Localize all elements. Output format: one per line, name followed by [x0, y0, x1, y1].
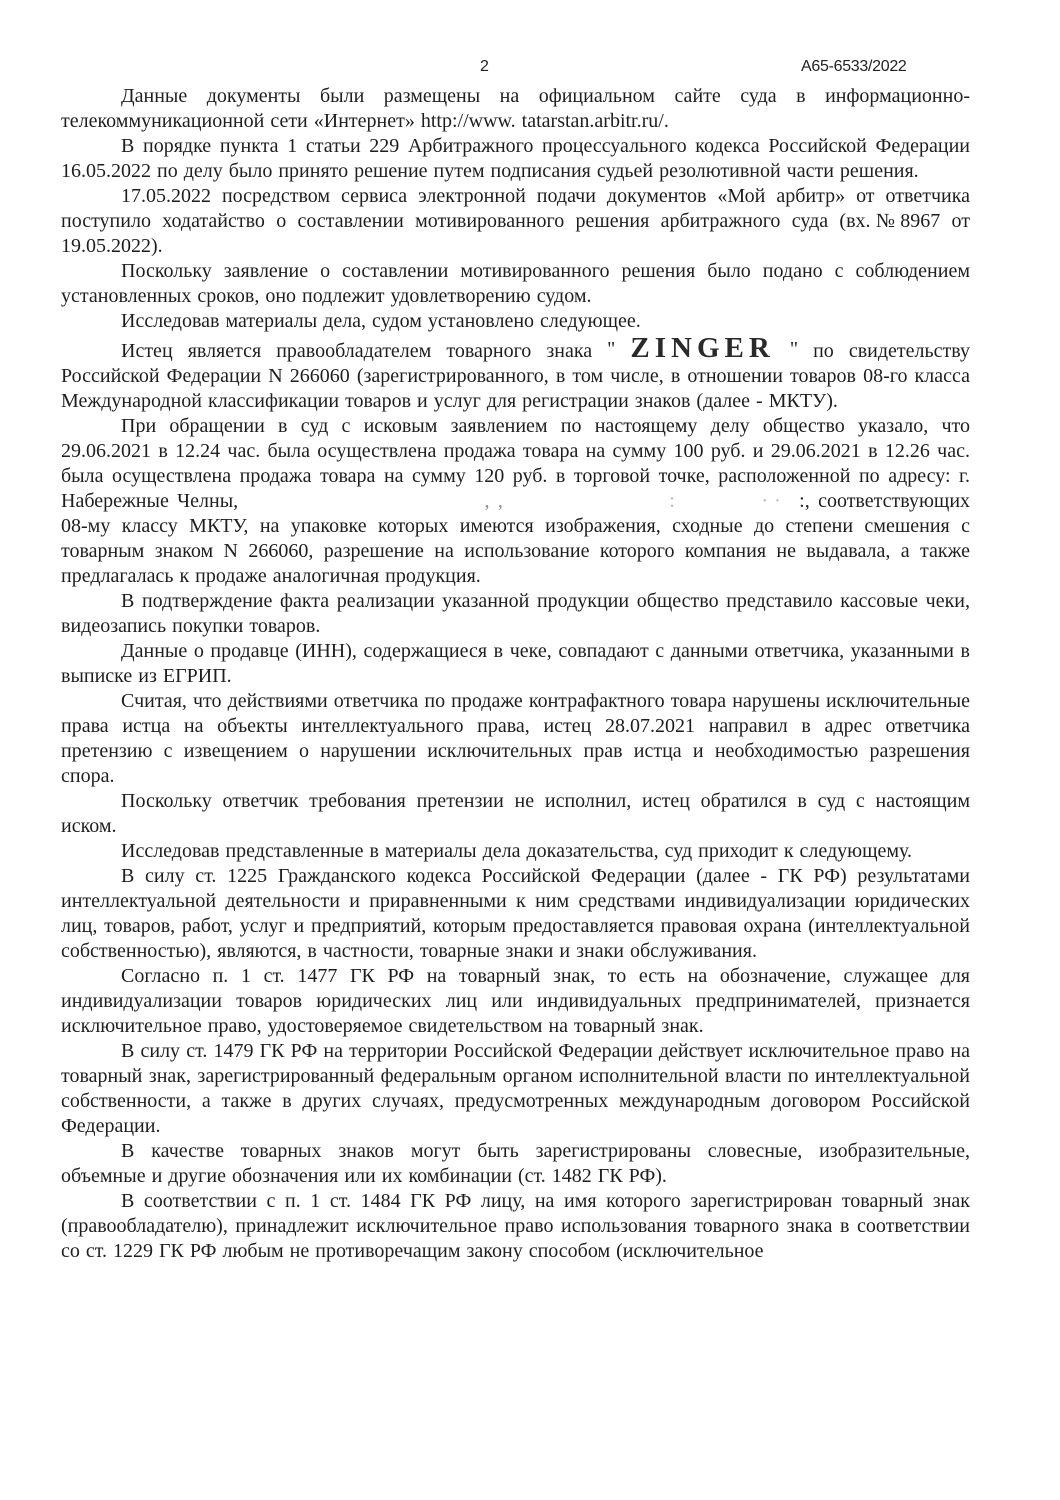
- paragraph-3: 17.05.2022 посредством сервиса электронной подачи документов «Мой арбитр» от ответчика поступило ходатайство о составлении мотивированного решения арбитражного суда (вх.№8967 от 19.05.2022).: [61, 185, 970, 257]
- claim-text-segment-1: При обращении в суд с исковым заявлением по настоящему делу общество указало, что 29.06.2021 в 12.24 час. была осуществлена продажа товара на сумму 100 руб. и 29.06.2021 в 12.26 час. была осуществлена продажа товара на сумму 120 руб. в торговой точке, расположенной по адресу: г. Набережные Челны,: [61, 415, 970, 512]
- paragraph-1: Данные документы были размещены на официальном сайте суда в информационно-телекоммуникационной сети «Интернет» http://www. tatarstan.arbitr.ru/.: [61, 85, 970, 132]
- trademark-pre-text: Истец является правообладателем товарного знака: [121, 340, 593, 362]
- paragraph-7-redacted: [61, 414, 970, 589]
- trademark-post-text: по свидетельству Российской Федерации N 266060 (зарегистрированного, в том числе, в отношении товаров 08-го класса Международной классификации товаров и услуг для регистрации знаков (далее - МКТУ).: [61, 340, 970, 412]
- trademark-close-quote: ": [789, 338, 799, 360]
- paragraph-2: В порядке пункта 1 статьи 229 Арбитражного процессуального кодекса Российской Федерации 16.05.2022 по делу было принято решение путем подписания судьей резолютивной части решения.: [61, 135, 970, 182]
- paragraph-10: Считая, что действиями ответчика по продаже контрафактного товара нарушены исключительные права истца на объекты интеллектуального права, истец 28.07.2021 направил в адрес ответчика претензию с извещением о нарушении исключительных прав истца и необходимостью разрешения спора.: [61, 690, 970, 787]
- paragraph-9: Данные о продавце (ИНН), содержащиеся в чеке, совпадают с данными ответчика, указанными в выписке из ЕГРИП.: [61, 640, 970, 687]
- paragraph-6-trademark: [61, 334, 970, 414]
- paragraph-12: Исследовав представленные в материалы дела доказательства, суд приходит к следующему.: [121, 840, 913, 862]
- trademark-open-quote: ": [607, 338, 616, 360]
- paragraph-4: Поскольку заявление о составлении мотивированного решения было подано с соблюдением установленных сроков, оно подлежит удовлетворению судом.: [61, 260, 970, 307]
- paragraph-17: В соответствии с п. 1 ст. 1484 ГК РФ лицу, на имя которого зарегистрирован товарный знак (правообладателю), принадлежит исключительное право использования товарного знака в соответствии со ст. 1229 ГК РФ любым не противоречащим закону способом (исключительное: [61, 1190, 970, 1262]
- paragraph-14: Согласно п. 1 ст. 1477 ГК РФ на товарный знак, то есть на обозначение, служащее для индивидуализации товаров юридических лиц или индивидуальных предпринимателей, признается исключительное право, удостоверяемое свидетельством на товарный знак.: [61, 965, 970, 1037]
- paragraph-11: Поскольку ответчик требования претензии не исполнил, истец обратился в суд с настоящим иском.: [61, 790, 970, 837]
- redaction-remnant-colon: :: [669, 490, 675, 512]
- paragraph-8: В подтверждение факта реализации указанной продукции общество представило кассовые чеки, видеозапись покупки товаров.: [61, 590, 970, 637]
- claim-text-segment-2: :, соответствующих 08-му классу МКТУ, на упаковке которых имеются изображения, сходные до степени смешения с товарным знаком N 266060, разрешение на использование которого компания не выдавала, а также предлагалась к продаже аналогичная продукция.: [61, 490, 971, 587]
- case-number: А65-6533/2022: [801, 58, 907, 75]
- paragraph-16: В качестве товарных знаков могут быть зарегистрированы словесные, изобразительные, объемные и другие обозначения или их комбинации (ст. 1482 ГК РФ).: [61, 1140, 970, 1187]
- redacted-goods-gap: [683, 489, 799, 514]
- paragraph-5: Исследовав материалы дела, судом установлено следующее.: [121, 310, 641, 332]
- redaction-remnant-dots: · ·: [761, 490, 781, 512]
- redaction-remnant-commas: , ,: [484, 490, 503, 512]
- document-body: [61, 84, 970, 1264]
- page-number: 2: [480, 58, 489, 75]
- paragraph-13: В силу ст. 1225 Гражданского кодекса Российской Федерации (далее - ГК РФ) результатами интеллектуальной деятельности и приравненными к ним средствами индивидуализации юридических лиц, товаров, работ, услуг и предприятий, которым предоставляется правовая охрана (интеллектуальной собственностью), являются, в частности, товарные знаки и знаки обслуживания.: [61, 865, 970, 962]
- zinger-trademark: ZINGER: [630, 332, 775, 364]
- paragraph-15: В силу ст. 1479 ГК РФ на территории Российской Федерации действует исключительное право на товарный знак, зарегистрированный федеральным органом исполнительной власти по интеллектуальной собственности, а также в других случаях, предусмотренных международным договором Российской Федерации.: [61, 1040, 970, 1137]
